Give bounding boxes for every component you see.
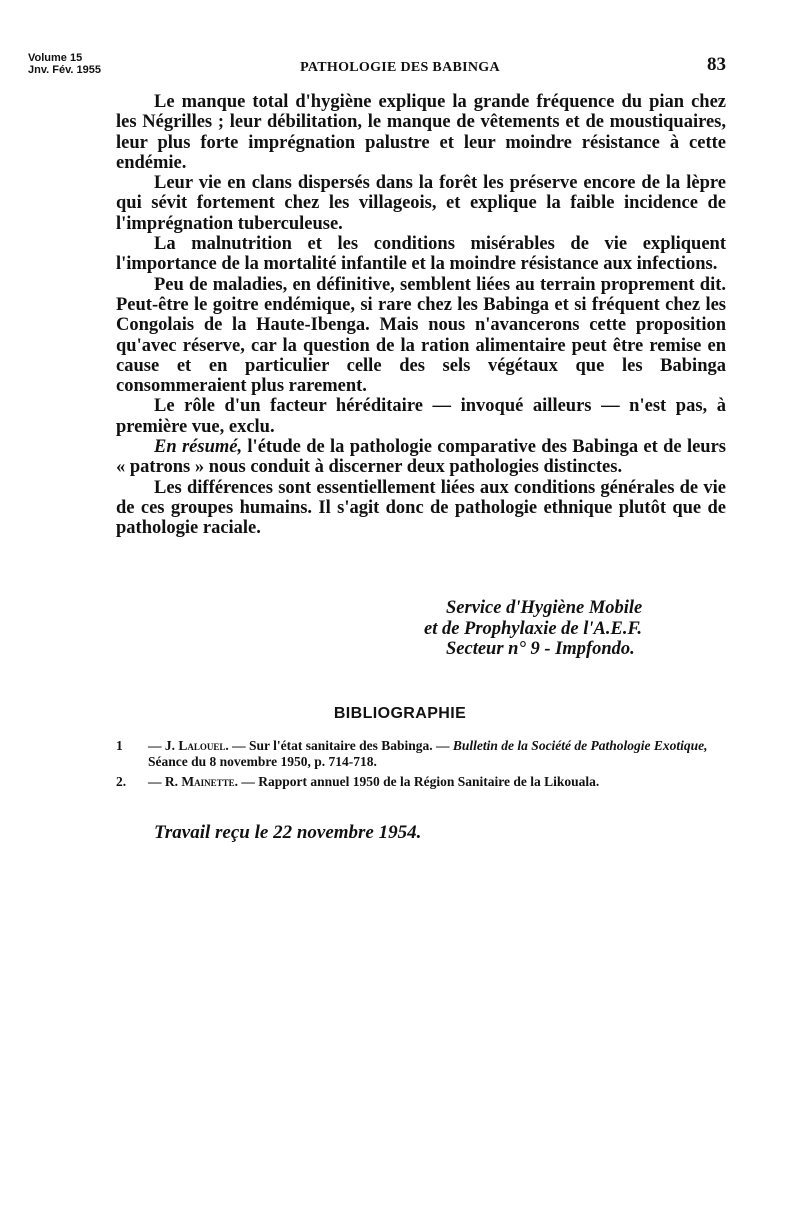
summary-lead: En résumé,	[154, 437, 243, 458]
entry-author: Mainette	[181, 774, 235, 789]
summary-text: l'étude de la pathologie comparative des Babinga et de leurs « patrons » nous conduit à discerner deux pathologies distinctes.	[116, 437, 726, 478]
article-body	[116, 92, 726, 539]
page-number: 83	[707, 54, 726, 75]
running-title: PATHOLOGIE DES BABINGA	[300, 60, 500, 75]
paragraph: Le manque total d'hygiène explique la grande fréquence du pian chez les Négrilles ; leur débilitation, le manque de vêtements et de moustiquaires, leur plus forte imprégnation palustre et leur moindre résistance à cette endémie.	[116, 92, 726, 173]
entry-number: 1	[116, 738, 123, 753]
paragraph: Les différences sont essentiellement liées aux conditions générales de vie de ces groupes humains. Il s'agit donc de pathologie ethnique plutôt que de pathologie raciale.	[116, 477, 726, 539]
entry-title: . — Sur l'état sanitaire des Babinga. —	[225, 738, 453, 753]
entry-author: Lalouel	[178, 738, 226, 753]
affiliation-line: Service d'Hygiène Mobile	[446, 598, 643, 618]
bibliography-heading: BIBLIOGRAPHIE	[333, 705, 467, 722]
bibliography-entry	[116, 774, 728, 790]
entry-title: . — Rapport annuel 1950 de la Région Sanitaire de la Likouala.	[234, 774, 600, 789]
volume-label: Volume 15	[28, 52, 83, 64]
paragraph: La malnutrition et les conditions misérables de vie expliquent l'importance de la mortalité infantile et la moindre résistance aux infections.	[116, 234, 726, 275]
entry-prefix: — J.	[148, 738, 179, 753]
entry-number: 2.	[116, 774, 127, 789]
paragraph: Peu de maladies, en définitive, semblent liées au terrain proprement dit. Peut-être le goitre endémique, si rare chez les Babinga et si fréquent chez les Congolais de la Haute-Ibenga. Mais nous n'avancerons cette proposition qu'avec réserve, car la question de la ration alimentaire peut être remise en cause et en particulier celle des sels végétaux que les Babinga consommeraient plus rarement.	[116, 274, 726, 397]
bibliography-list	[116, 738, 728, 794]
affiliation-line: et de Prophylaxie de l'A.E.F.	[424, 618, 643, 639]
paragraph: Le rôle d'un facteur héréditaire — invoqué ailleurs — n'est pas, à première vue, exclu.	[116, 396, 726, 437]
entry-prefix: — R.	[148, 774, 182, 789]
entry-details: Séance du 8 novembre 1950, p. 714-718.	[148, 754, 377, 769]
issue-date: Jnv. Fév. 1955	[28, 64, 101, 76]
bibliography-entry	[116, 738, 728, 770]
entry-journal: Bulletin de la Société de Pathologie Exotique,	[452, 738, 708, 753]
author-affiliation	[400, 598, 720, 660]
paragraph-summary	[116, 437, 726, 478]
affiliation-line: Secteur n° 9 - Impfondo.	[446, 639, 635, 659]
paragraph: Leur vie en clans dispersés dans la forêt les préserve encore de la lèpre qui sévit fortement chez les villageois, et explique la faible incidence de l'imprégnation tuberculeuse.	[116, 173, 726, 234]
received-date: Travail reçu le 22 novembre 1954.	[154, 822, 422, 843]
